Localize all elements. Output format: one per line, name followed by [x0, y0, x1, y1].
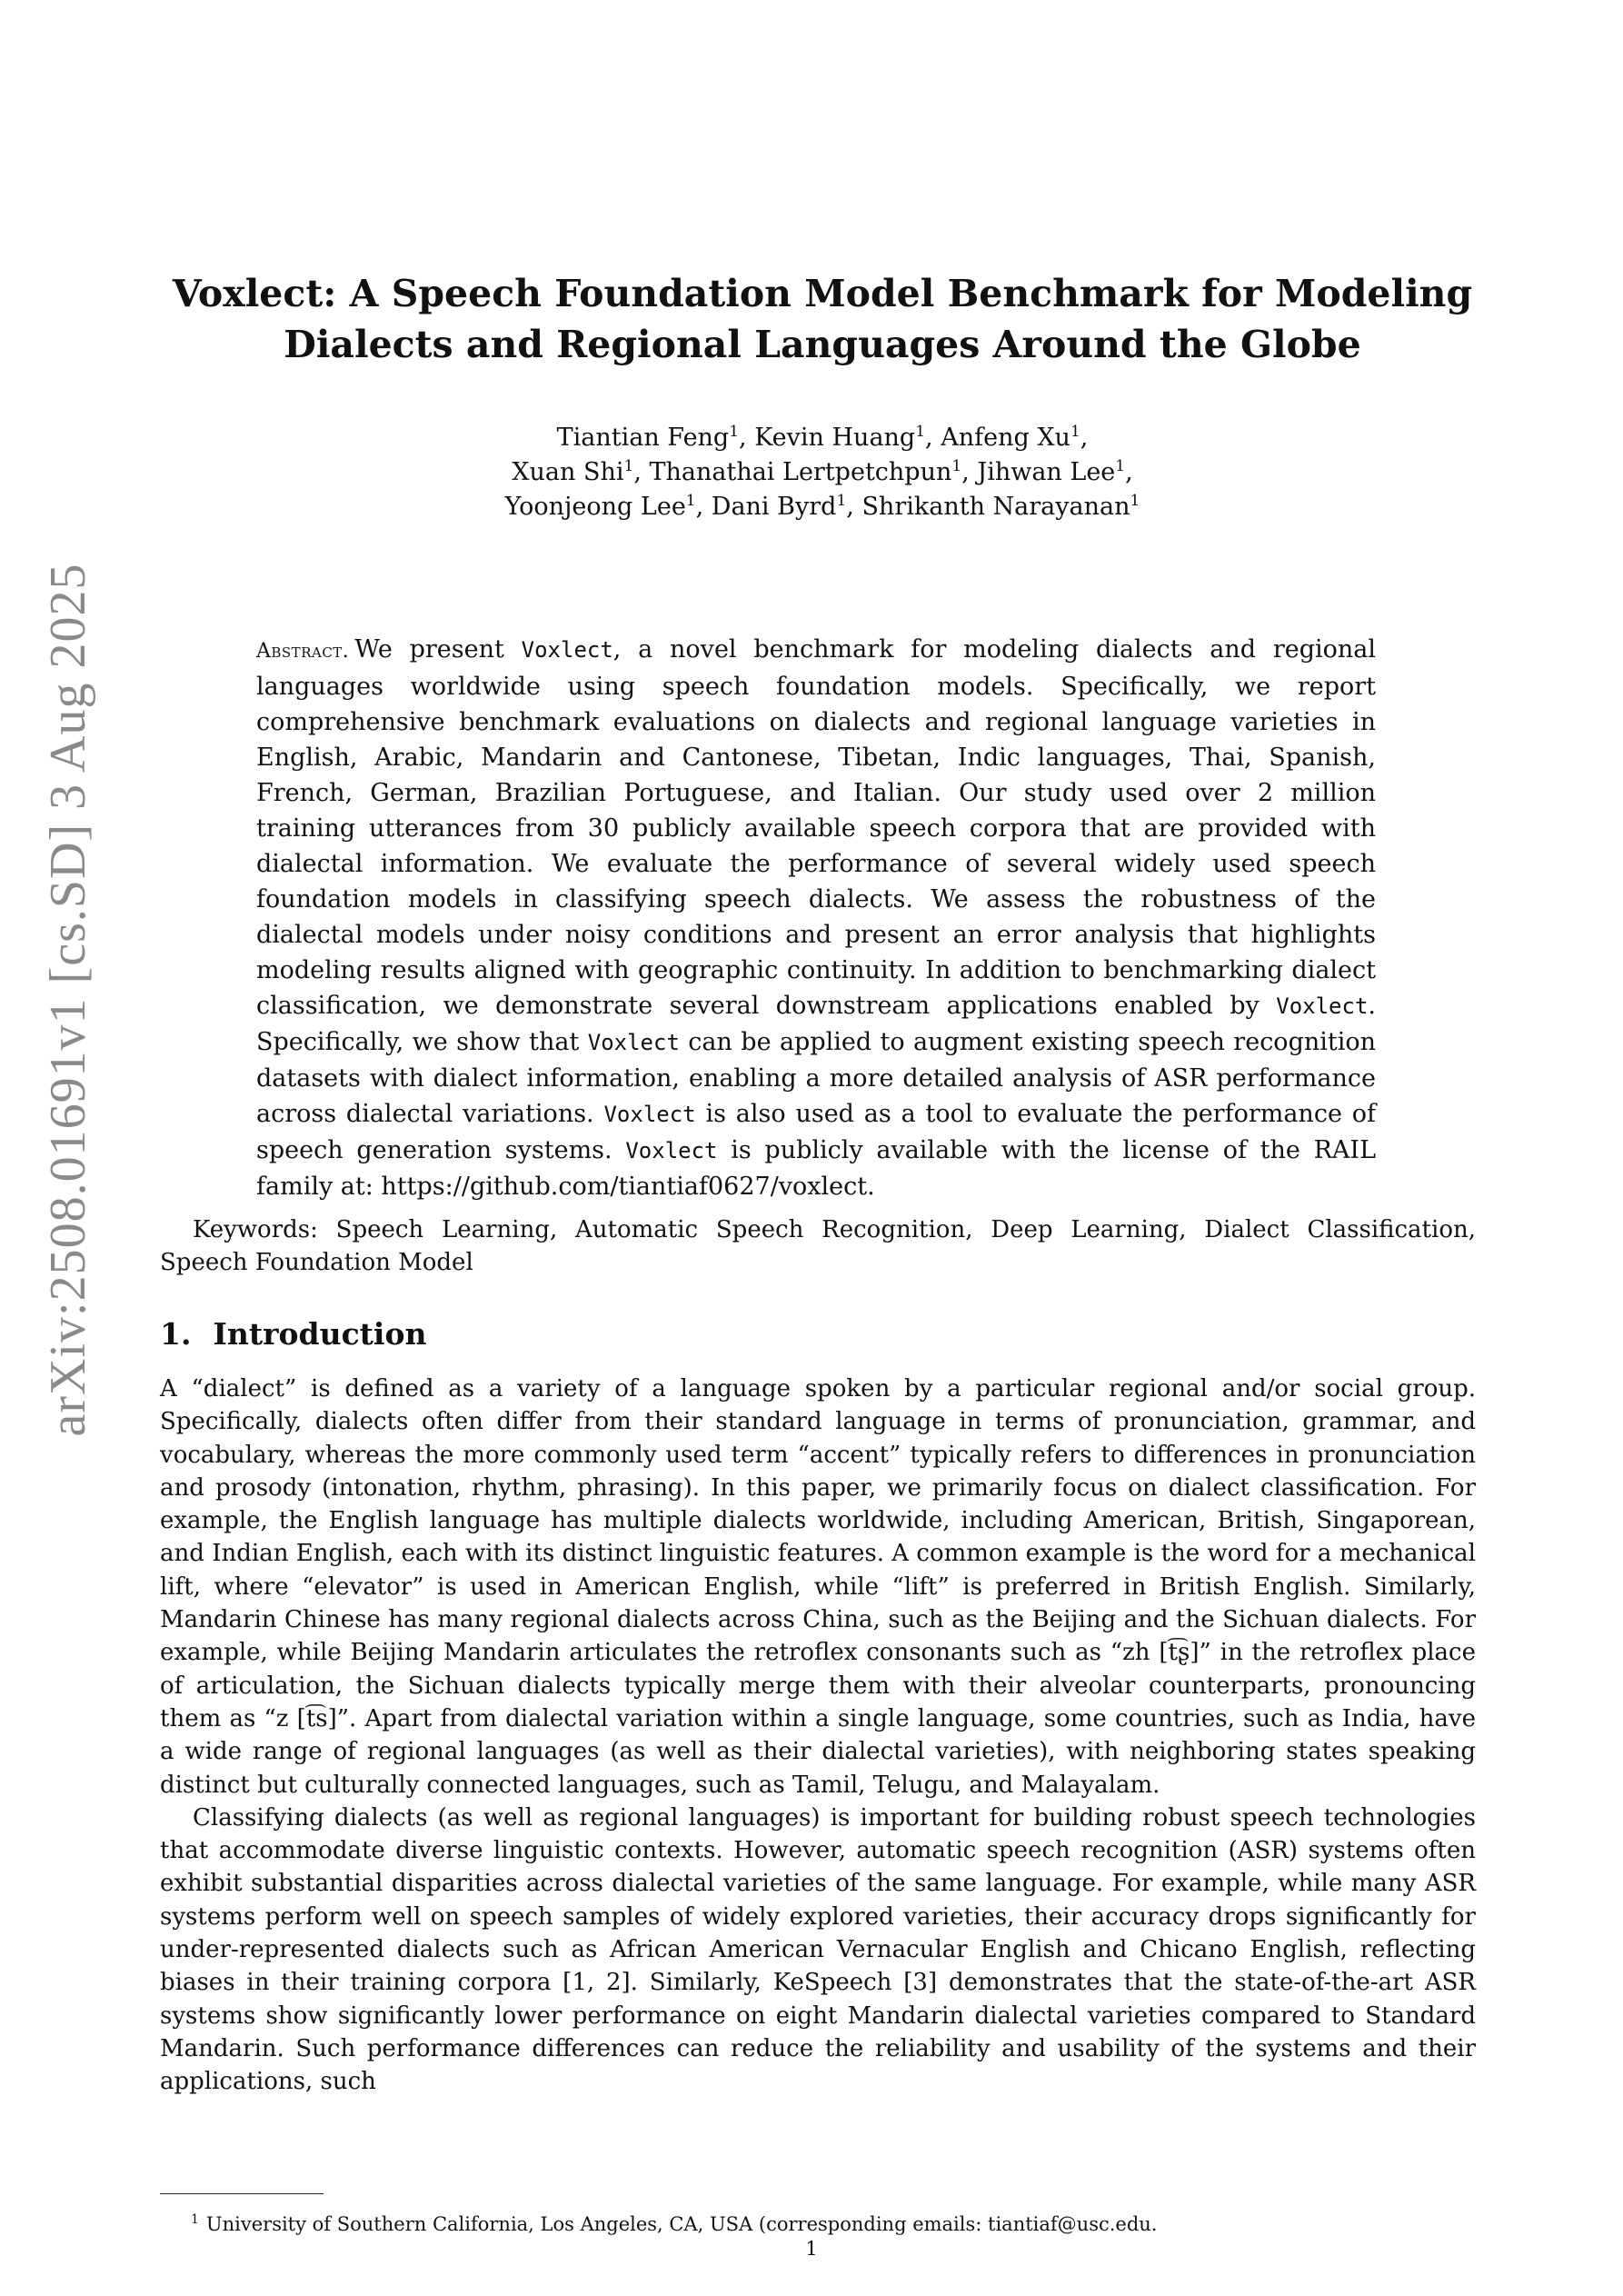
- introduction-body: [160, 1373, 1476, 2099]
- affiliation-mark: 1: [951, 457, 962, 475]
- author-name: Thanathai Lertpetchpun: [649, 458, 952, 486]
- abstract-seg: . Specifically, we show that: [256, 992, 1376, 1056]
- author-name: Dani Byrd: [711, 493, 837, 521]
- keywords: Keywords: Speech Learning, Automatic Speech Recognition, Deep Learning, Dialect Classification, Speech Foundation Model: [160, 1216, 1476, 1276]
- author-name: Anfeng Xu: [941, 424, 1070, 452]
- author-name: Tiantian Feng: [556, 424, 730, 452]
- abstract: [256, 632, 1376, 1204]
- footnote-marker: 1: [191, 2212, 199, 2227]
- title-line-2: Dialects and Regional Languages Around the Globe: [284, 323, 1361, 366]
- title-line-1: Voxlect: A Speech Foundation Model Benchmark for Modeling: [172, 272, 1473, 315]
- abstract-label: Abstract.: [256, 640, 350, 663]
- abstract-seg: We present: [354, 635, 522, 664]
- paragraph: Classifying dialects (as well as regional languages) is important for building robust speech technologies that accommodate diverse linguistic contexts. However, automatic speech recognition (ASR) systems often exhibit substantial disparities across dialectal varieties of the same language. For example, while many ASR systems perform well on speech samples of widely explored varieties, their accuracy drops significantly for under-represented dialects such as African American Vernacular English and Chicano English, reflecting biases in their training corpora [1, 2]. Similarly, KeSpeech [3] demonstrates that the state-of-the-art ASR systems show significantly lower performance on eight Mandarin dialectal varieties compared to Standard Mandarin. Such performance differences can reduce the reliability and usability of the systems and their applications, such: [160, 1803, 1476, 2096]
- author-separator: ,: [846, 493, 862, 521]
- affiliation-mark: 1: [623, 457, 634, 475]
- voxlect-name: Voxlect: [1276, 993, 1369, 1019]
- affiliation-mark: 1: [1130, 492, 1140, 510]
- author-line-2: [154, 455, 1490, 490]
- section-heading: [160, 1316, 426, 1352]
- voxlect-name: Voxlect: [625, 1138, 718, 1163]
- author-separator: ,: [925, 424, 941, 452]
- voxlect-name: Voxlect: [587, 1030, 680, 1055]
- paper-title: [154, 268, 1490, 370]
- abstract-seg: , a novel benchmark for modeling dialects and regional languages worldwide using speech foundation models. Specifically, we report comprehensive benchmark evaluations on dialects and regional language varieties in English, Arabic, Mandarin and Cantonese, Tibetan, Indic languages, Thai, Spanish, French, German, Brazilian Portuguese, and Italian. Our study used over 2 million training utterances from 30 publicly available speech corpora that are provided with dialectal information. We evaluate the performance of several widely used speech foundation models in classifying speech dialects. We assess the robustness of the dialectal models under noisy conditions and present an error analysis that highlights modeling results aligned with geographic continuity. In addition to benchmarking dialect classification, we demonstrate several downstream applications enabled by: [256, 635, 1377, 1020]
- author-list: [154, 421, 1490, 524]
- affiliation-mark: 1: [1115, 457, 1126, 475]
- paragraph: A “dialect” is defined as a variety of a language spoken by a particular regional and/or social group. Specifically, dialects often differ from their standard language in terms of pronunciation, grammar, and vocabulary, whereas the more commonly used term “accent” typically refers to differences in pronunciation and prosody (intonation, rhythm, phrasing). In this paper, we primarily focus on dialect classification. For example, the English language has multiple dialects worldwide, including American, British, Singaporean, and Indian English, each with its distinct linguistic features. A common example is the word for a mechanical lift, where “elevator” is used in American English, while “lift” is preferred in British English. Similarly, Mandarin Chinese has many regional dialects across China, such as the Beijing and the Sichuan dialects. For example, while Beijing Mandarin articulates the retroflex consonants such as “zh [t͡ʂ]” in the retroflex place of articulation, the Sichuan dialects typically merge them with their alveolar counterparts, pronouncing them as “z [t͡s]”. Apart from dialectal variation within a single language, some countries, such as India, have a wide range of regional languages (as well as their dialectal varieties), with neighboring states speaking distinct but culturally connected languages, such as Tamil, Telugu, and Malayalam.: [160, 1375, 1476, 1799]
- arxiv-side-stamp: arXiv:2508.01691v1 [cs.SD] 3 Aug 2025: [40, 563, 96, 1437]
- author-separator: ,: [633, 458, 650, 486]
- author-separator: ,: [1125, 458, 1133, 486]
- voxlect-name: Voxlect: [603, 1102, 696, 1127]
- author-separator: ,: [739, 424, 755, 452]
- affiliation-mark: 1: [685, 492, 696, 510]
- author-line-3: [154, 490, 1490, 524]
- section-number: 1.: [160, 1316, 192, 1352]
- affiliation-mark: 1: [1070, 423, 1080, 441]
- author-line-1: [154, 421, 1490, 455]
- author-name: Jihwan Lee: [977, 458, 1116, 486]
- page-number: 1: [805, 2238, 818, 2260]
- voxlect-name: Voxlect: [521, 637, 613, 663]
- affiliation-mark: 1: [729, 423, 740, 441]
- author-name: Xuan Shi: [512, 458, 624, 486]
- affiliation-mark: 1: [915, 423, 926, 441]
- author-name: Shrikanth Narayanan: [861, 493, 1130, 521]
- abstract-seg: is also used as a tool to evaluate the performance of speech generation systems.: [256, 1100, 1377, 1164]
- author-separator: ,: [695, 493, 712, 521]
- footnote-rule: [160, 2193, 324, 2194]
- footnote: [191, 2207, 1157, 2237]
- affiliation-mark: 1: [836, 492, 847, 510]
- section-title: Introduction: [213, 1316, 427, 1352]
- author-separator: ,: [1080, 424, 1089, 452]
- footnote-text: University of Southern California, Los Angeles, CA, USA (corresponding emails: tiantiaf@usc.edu.: [205, 2213, 1158, 2235]
- author-name: Kevin Huang: [754, 424, 916, 452]
- abstract-seg: can be applied to augment existing speech recognition datasets with dialect information, enabling a more detailed analysis of ASR performance across dialectal variations.: [256, 1028, 1377, 1128]
- author-name: Yoonjeong Lee: [504, 493, 686, 521]
- abstract-seg: is publicly available with the license of the RAIL family at: https://github.com/tiantiaf0627/voxlect.: [256, 1136, 1376, 1201]
- author-separator: ,: [961, 458, 978, 486]
